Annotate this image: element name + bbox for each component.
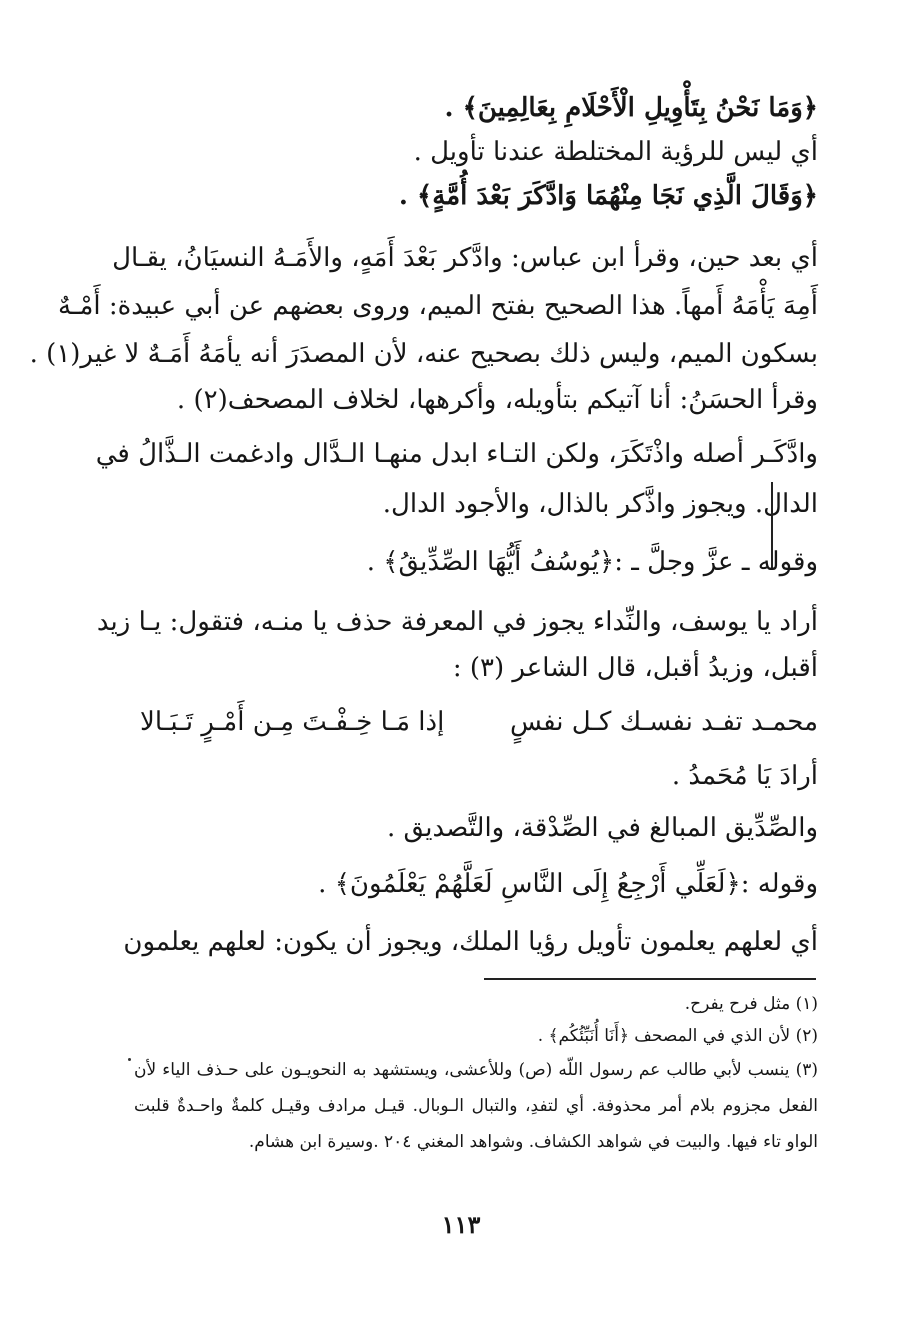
ink-speck: [128, 1058, 131, 1061]
verse-right-hemistich: محمـد تفـد نفسـك كـل نفسٍ: [509, 707, 818, 737]
body-line: أقبل، وزيدُ أقبل، قال الشاعر (٣) :: [452, 653, 818, 683]
footnote-continuation: الفعل مجزوم بلام أمر محذوفة. أي لتفدِ، والتبال الـوبال. قيـل مرادف وقيـل كلمةٌ واحـدةٌ قلبت: [134, 1096, 818, 1116]
body-line: وقوله ـ عزَّ وجلَّ ـ :﴿يُوسُفُ أَيُّهَا الصِّدِّيقُ﴾ .: [366, 547, 818, 577]
body-line: الدال. ويجوز واذَّكر بالذال، والأجود الدال.: [382, 489, 818, 519]
page-number: ١١٣: [441, 1210, 481, 1239]
body-line: والصِّدِّيق المبالغ في الصِّدْقة، والتَّصديق .: [387, 813, 818, 843]
body-line: أرادَ يَا مُحَمدُ .: [671, 761, 818, 791]
footnote: (٣) ينسب لأبي طالب عم رسول اللّه (ص) وللأعشى، ويستشهد به النحويـون على حـذف الياء لأن: [134, 1060, 818, 1080]
footnote: (١) مثل فرح يفرح.: [684, 994, 818, 1014]
body-line: بسكون الميم، وليس ذلك بصحيح عنه، لأن المصدَرَ أنه يأمَهُ أَمَـهٌ لا غير(١) .: [29, 339, 818, 369]
body-line: أي لعلهم يعلمون تأويل رؤيا الملك، ويجوز أن يكون: لعلهم يعلمون: [123, 927, 818, 957]
footnote-continuation: الواو تاء فيها. والبيت في شواهد الكشاف. وشواهد المغني ٢٠٤ .وسيرة ابن هشام.: [248, 1132, 818, 1152]
footnote-separator: [484, 978, 816, 980]
quran-verse-line: ﴿وَمَا نَحْنُ بِتَأْوِيلِ الْأَحْلَامِ بِعَالِمِينَ﴾ .: [444, 93, 818, 123]
footnote: (٢) لأن الذي في المصحف ﴿أَنَا أُنَبِّئُكُم﴾ .: [537, 1026, 818, 1046]
body-line: أَمِهَ يَأْمَهُ أَمهاً. هذا الصحيح بفتح الميم، وروى بعضهم عن أبي عبيدة: أَمْـهٌ: [57, 291, 818, 321]
verse-left-hemistich: إذا مَـا خِـفْـتَ مِـن أَمْـرٍ تَـبَـالا: [140, 707, 445, 737]
body-line: أي بعد حين، وقرأ ابن عباس: وادَّكر بَعْدَ أَمَهٍ، والأَمَـهُ النسيَانُ، يقـال: [112, 243, 818, 273]
body-line: أي ليس للرؤية المختلطة عندنا تأويل .: [413, 137, 818, 167]
quran-verse-line: ﴿وَقَالَ الَّذِي نَجَا مِنْهُمَا وَادَّكَرَ بَعْدَ أُمَّةٍ﴾ .: [398, 181, 818, 211]
body-line: وادَّكَـر أصله واذْتَكَرَ، ولكن التـاء ابدل منهـا الـدَّال وادغمت الـذَّالُ في: [95, 439, 818, 469]
body-line: أراد يا يوسف، والنِّداء يجوز في المعرفة حذف يا منـه، فتقول: يـا زيد: [96, 607, 818, 637]
body-line: وقوله :﴿لَعَلِّي أَرْجِعُ إِلَى النَّاسِ لَعَلَّهُمْ يَعْلَمُونَ﴾ .: [318, 869, 818, 899]
body-line: وقرأ الحسَنُ: أنا آتيكم بتأويله، وأكرهها، لخلاف المصحف(٢) .: [176, 385, 818, 415]
